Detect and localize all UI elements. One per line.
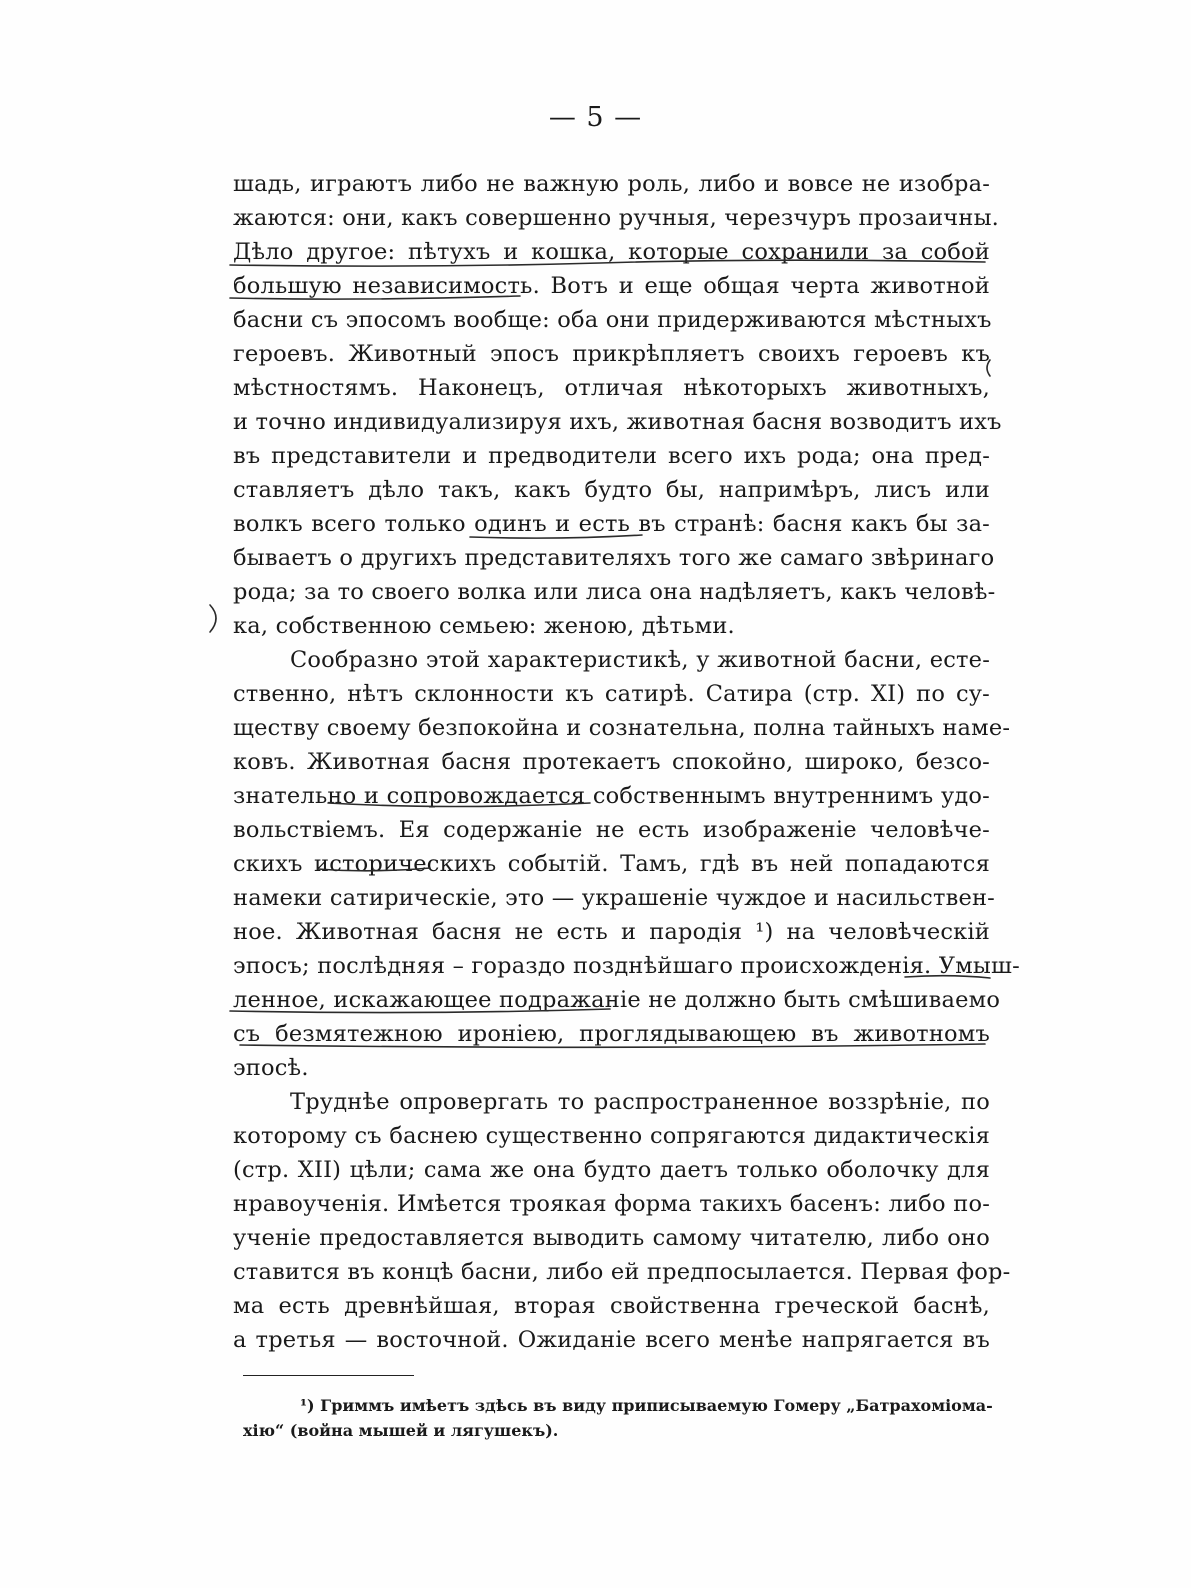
page-number: — 5 — [548,102,643,133]
text-line: ставится въ концѣ басни, либо ей предпосылается. Первая фор- [233,1259,1011,1285]
text-line: ставляетъ дѣло такъ, какъ будто бы, напримѣръ, лисъ или [233,477,990,503]
text-line: эпосъ; послѣдняя – гораздо позднѣйшаго происхожденiя. Умыш- [233,953,1020,979]
underline-mark [230,296,520,299]
text-line: ка, собственною семьею: женою, дѣтьми. [233,613,735,639]
text-line: жаются: они, какъ совершенно ручныя, черезчуръ прозаичны. [233,205,1000,231]
text-line: скихъ историческихъ событiй. Тамъ, гдѣ въ ней попадаются [233,851,990,877]
text-line: съ безмятежною иронiею, проглядывающею въ животномъ [233,1021,990,1047]
text-line: ученiе предоставляется выводить самому читателю, либо оно [233,1225,990,1251]
text-line: эпосѣ. [233,1055,309,1081]
text-line: ное. Животная басня не есть и пародiя ¹) на человѣческiй [233,919,990,945]
text-line: Труднѣе опровергать то распространенное воззрѣнiе, по [290,1089,990,1115]
underline-mark [240,1044,985,1047]
text-line: мѣстностямъ. Наконецъ, отличая нѣкоторыхъ животныхъ, [233,375,990,401]
text-line: волкъ всего только одинъ и есть въ странѣ: басня какъ бы за- [233,511,990,537]
text-line: ма есть древнѣйшая, вторая свойственна греческой баснѣ, [233,1293,990,1319]
text-line: и точно индивидуализируя ихъ, животная басня возводитъ ихъ [233,409,1002,435]
text-line: вольствiемъ. Ея содержанiе не есть изображенiе человѣче- [233,817,990,843]
footnote-line: хiю“ (война мышей и лягушекъ). [243,1421,559,1440]
text-line: героевъ. Животный эпосъ прикрѣпляетъ своихъ героевъ къ [233,341,990,367]
text-line: Дѣло другое: пѣтухъ и кошка, которые сохранили за собой [233,239,990,265]
underline-mark [230,260,985,266]
text-line: басни съ эпосомъ вообще: оба они придерживаются мѣстныхъ [233,307,992,333]
text-line: ственно, нѣтъ склонности къ сатирѣ. Сатира (стр. XI) по су- [233,681,990,707]
text-line: знательно и сопровождается собственнымъ внутреннимъ удо- [233,783,990,809]
underline-mark [905,976,990,978]
underline-mark [470,535,642,538]
underline-mark [318,868,430,871]
text-line: въ представители и предводители всего ихъ рода; она пред- [233,443,990,469]
footnote-line: ¹) Гриммъ имѣетъ здѣсь въ виду приписываемую Гомеру „Батрахомiома- [300,1396,993,1415]
underline-mark [328,803,590,807]
text-line: ленное, искажающее подражанiе не должно быть смѣшиваемо [233,987,1001,1013]
text-line: а третья — восточной. Ожиданiе всего менѣе напрягается въ [233,1327,990,1353]
text-line: шадь, играютъ либо не важную роль, либо и вовсе не изобра- [233,171,990,197]
text-line: рода; за то своего волка или лиса она надѣляетъ, какъ человѣ- [233,579,996,605]
text-line: Сообразно этой характеристикѣ, у животной басни, есте- [290,647,990,673]
text-line: нравоученiя. Имѣется троякая форма такихъ басенъ: либо по- [233,1191,990,1217]
text-line: намеки сатирическiе, это — украшенiе чуждое и насильствен- [233,885,995,911]
text-line: (стр. XII) цѣли; сама же она будто даетъ только оболочку для [233,1157,990,1183]
bracket-mark [987,360,990,376]
text-line: большую независимость. Вотъ и еще общая черта животной [233,273,990,299]
text-line: бываетъ о другихъ представителяхъ того же самаго звѣринаго [233,545,995,571]
underline-mark [230,1009,610,1013]
text-line: ковъ. Животная басня протекаетъ спокойно, широко, безсо- [233,749,990,775]
bracket-mark [210,605,216,632]
text-line: ществу своему безпокойна и сознательна, полна тайныхъ наме- [233,715,1011,741]
text-line: которому съ баснею существенно сопрягаются дидактическiя [233,1123,990,1149]
